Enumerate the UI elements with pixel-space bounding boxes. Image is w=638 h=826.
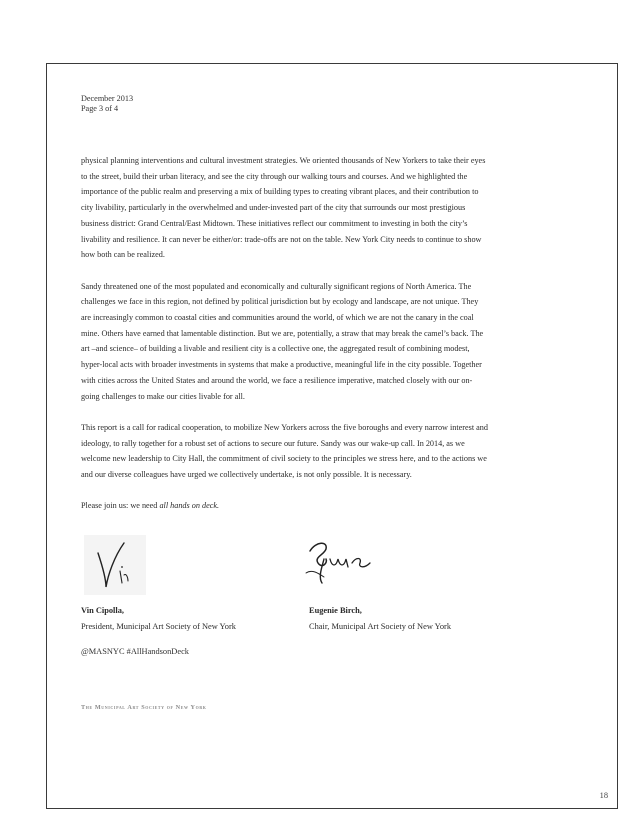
document-header bbox=[81, 94, 133, 114]
closing-lead: Please join us: we need bbox=[81, 501, 160, 511]
signer-vin-cipolla bbox=[81, 603, 236, 635]
header-date: December 2013 bbox=[81, 94, 134, 103]
signer-name: Eugenie Birch, bbox=[309, 606, 362, 615]
signature-vin-cipolla bbox=[84, 535, 154, 597]
letter-body bbox=[81, 153, 489, 514]
signer-eugenie-birch bbox=[309, 603, 451, 635]
header-page: Page 3 of 4 bbox=[81, 104, 119, 113]
paragraph-3: This report is a call for radical cooperation, to mobilize New Yorkers across the five boroughs and every narrow interest and ideology, to rally together for a robust set of actions to secure our future. Sandy was our wake-up call. In 2014, as we welcome new leadership to City Hall, the commitment of civil society to the principles we stress here, and to the actions we and our diverse colleagues have urged we collectively undertake, is not only possible. It is necessary. bbox=[81, 422, 488, 480]
paragraph-4 bbox=[81, 498, 489, 514]
signature-eugenie-birch bbox=[304, 537, 384, 587]
paragraph-2: Sandy threatened one of the most populated and economically and culturally significant regions of North America. The challenges we face in this region, not defined by political jurisdiction but by ecology and landscape, are not unique. They are increasingly common to coastal cities and communities around the world, of which we are not the canary in the coal mine. Others have earned that lamentable distinction. But we are, potentially, a straw that may break the camel’s back. The art –and science– of building a livable and resilient city is a collective one, the aggregated result of combining modest, hyper-local acts with broader investments in systems that make a productive, meaningful life in the city possible. Together with cities across the United States and around the world, we face a resilience imperative, matched closely with our on-going challenges to make our cities livable for all. bbox=[81, 281, 484, 401]
signer-title: President, Municipal Art Society of New York bbox=[81, 622, 236, 631]
page-number: 18 bbox=[599, 791, 608, 800]
paragraph-1: physical planning interventions and cultural investment strategies. We oriented thousands of New Yorkers to take their eyes to the street, build their urban literacy, and see the city through our walking tours and courses. And we highlighted the importance of the public realm and preserving a mix of building types to creating vibrant places, and their contribution to city livability, particularly in the overwhelmed and under-invested part of the city that surrounds our most prestigious business district: Grand Central/East Midtown. These initiatives reflect our commitment to investing in both the city’s livability and resilience. It can never be either/or: trade-offs are not on the table. New York City needs to continue to show how both can be realized. bbox=[81, 156, 486, 260]
signer-title: Chair, Municipal Art Society of New York bbox=[309, 622, 452, 631]
org-logo: The Municipal Art Society of New York bbox=[81, 704, 207, 711]
signer-name: Vin Cipolla, bbox=[81, 606, 124, 615]
social-handle: @MASNYC #AllHandsonDeck bbox=[81, 647, 189, 656]
closing-emphasis: all hands on deck. bbox=[159, 501, 220, 511]
